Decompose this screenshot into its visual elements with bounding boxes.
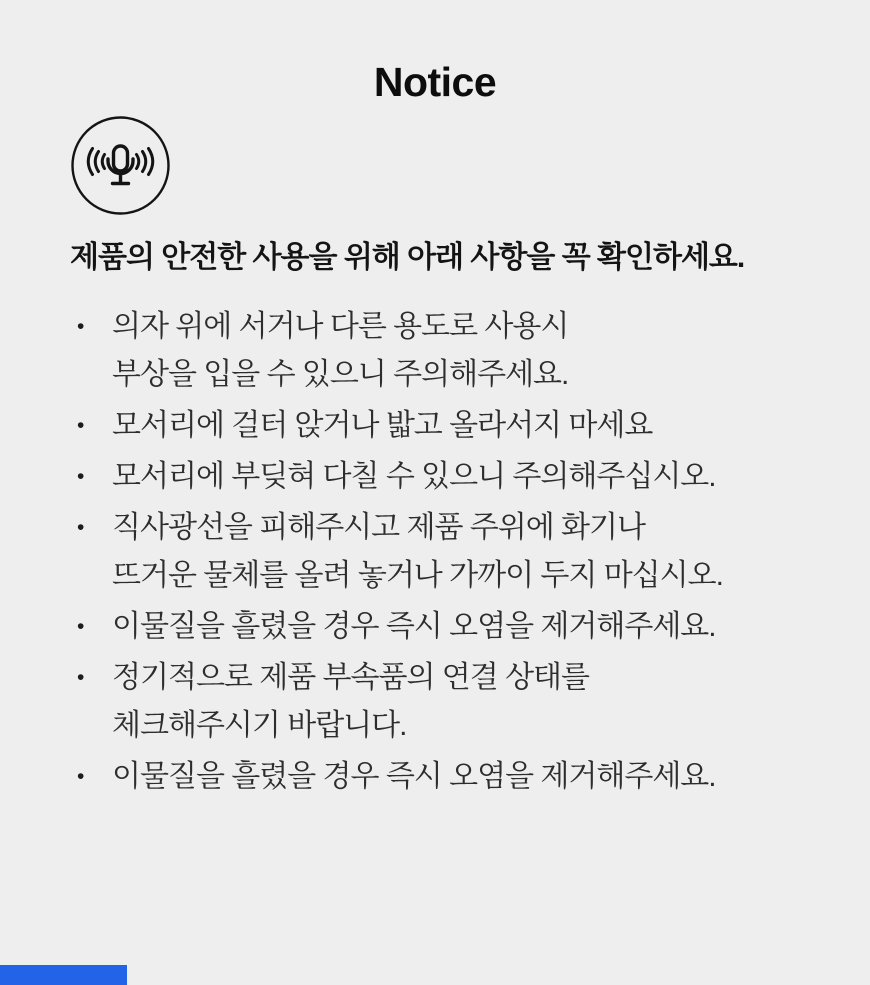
notice-section [0,58,870,985]
notice-list-item [70,402,800,450]
page-title: Notice [373,59,497,105]
notice-list-item [70,603,800,651]
bullet-dot-icon: • [77,516,85,539]
bullet-dot-icon: • [77,465,85,488]
notice-item-text: 의자 위에 서거나 다른 용도로 사용시 부상을 입을 수 있으니 주의해주세요. [112,310,569,391]
notice-item-text: 모서리에 걸터 앉거나 밟고 올라서지 마세요 [112,409,653,442]
notice-item-text: 이물질을 흘렸을 경우 즉시 오염을 제거해주세요. [112,610,716,643]
notice-list-item [70,504,800,600]
broadcast-microphone-icon [70,115,171,216]
bullet-dot-icon: • [77,414,85,437]
notice-item-text: 이물질을 흘렸을 경우 즉시 오염을 제거해주세요. [112,760,716,793]
notice-item-text: 정기적으로 제품 부속품의 연결 상태를 체크해주시기 바랍니다. [112,661,590,742]
notice-list-item [70,453,800,501]
bullet-dot-icon: • [77,615,85,638]
notice-list-item [70,753,800,801]
bullet-dot-icon: • [77,765,85,788]
bullet-dot-icon: • [77,315,85,338]
notice-list [70,303,800,801]
bullet-dot-icon: • [77,666,85,689]
notice-item-text: 직사광선을 피해주시고 제품 주위에 화기나 뜨거운 물체를 올려 놓거나 가까이 두지 마십시오. [112,511,723,592]
notice-item-text: 모서리에 부딪혀 다칠 수 있으니 주의해주십시오. [112,460,716,493]
next-section-partial-bar [0,965,127,985]
notice-list-item [70,654,800,750]
notice-list-item [70,303,800,399]
safety-heading: 제품의 안전한 사용을 위해 아래 사항을 꼭 확인하세요. [70,241,745,274]
